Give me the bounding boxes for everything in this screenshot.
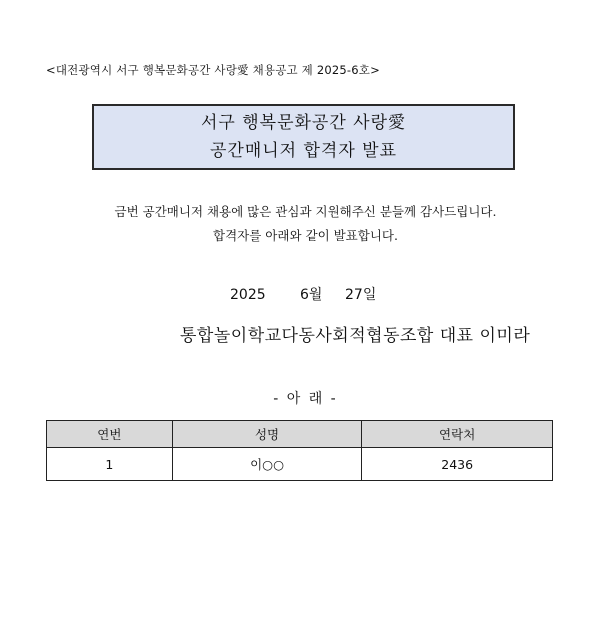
greeting-line-2: 합격자를 아래와 같이 발표합니다.: [213, 228, 398, 243]
greeting-line-1: 금번 공간매니저 채용에 많은 관심과 지원해주신 분들께 감사드립니다.: [114, 204, 497, 219]
date-month: 6월: [300, 287, 323, 303]
date-day: 27일: [345, 287, 377, 303]
notice-reference: <대전광역시 서구 행복문화공간 사랑愛 채용공고 제 2025-6호>: [46, 63, 380, 77]
results-table: [46, 420, 553, 481]
table-row: [47, 448, 553, 481]
below-heading: - 아 래 -: [273, 391, 338, 407]
date-year: 2025: [230, 287, 266, 303]
cell-name: 이○○: [172, 448, 362, 481]
title-line-2: 공간매니저 합격자 발표: [209, 141, 398, 161]
issuer-signature: 통합놀이학교다동사회적협동조합 대표 이미라: [180, 326, 531, 346]
cell-contact: 2436: [362, 448, 553, 481]
table-header-row: [47, 421, 553, 448]
header-number: 연번: [47, 421, 173, 448]
header-name: 성명: [172, 421, 362, 448]
title-box: [92, 104, 515, 170]
cell-number: 1: [47, 448, 173, 481]
announcement-date: [230, 284, 376, 304]
title-line-1: 서구 행복문화공간 사랑愛: [200, 113, 407, 133]
header-contact: 연락처: [362, 421, 553, 448]
